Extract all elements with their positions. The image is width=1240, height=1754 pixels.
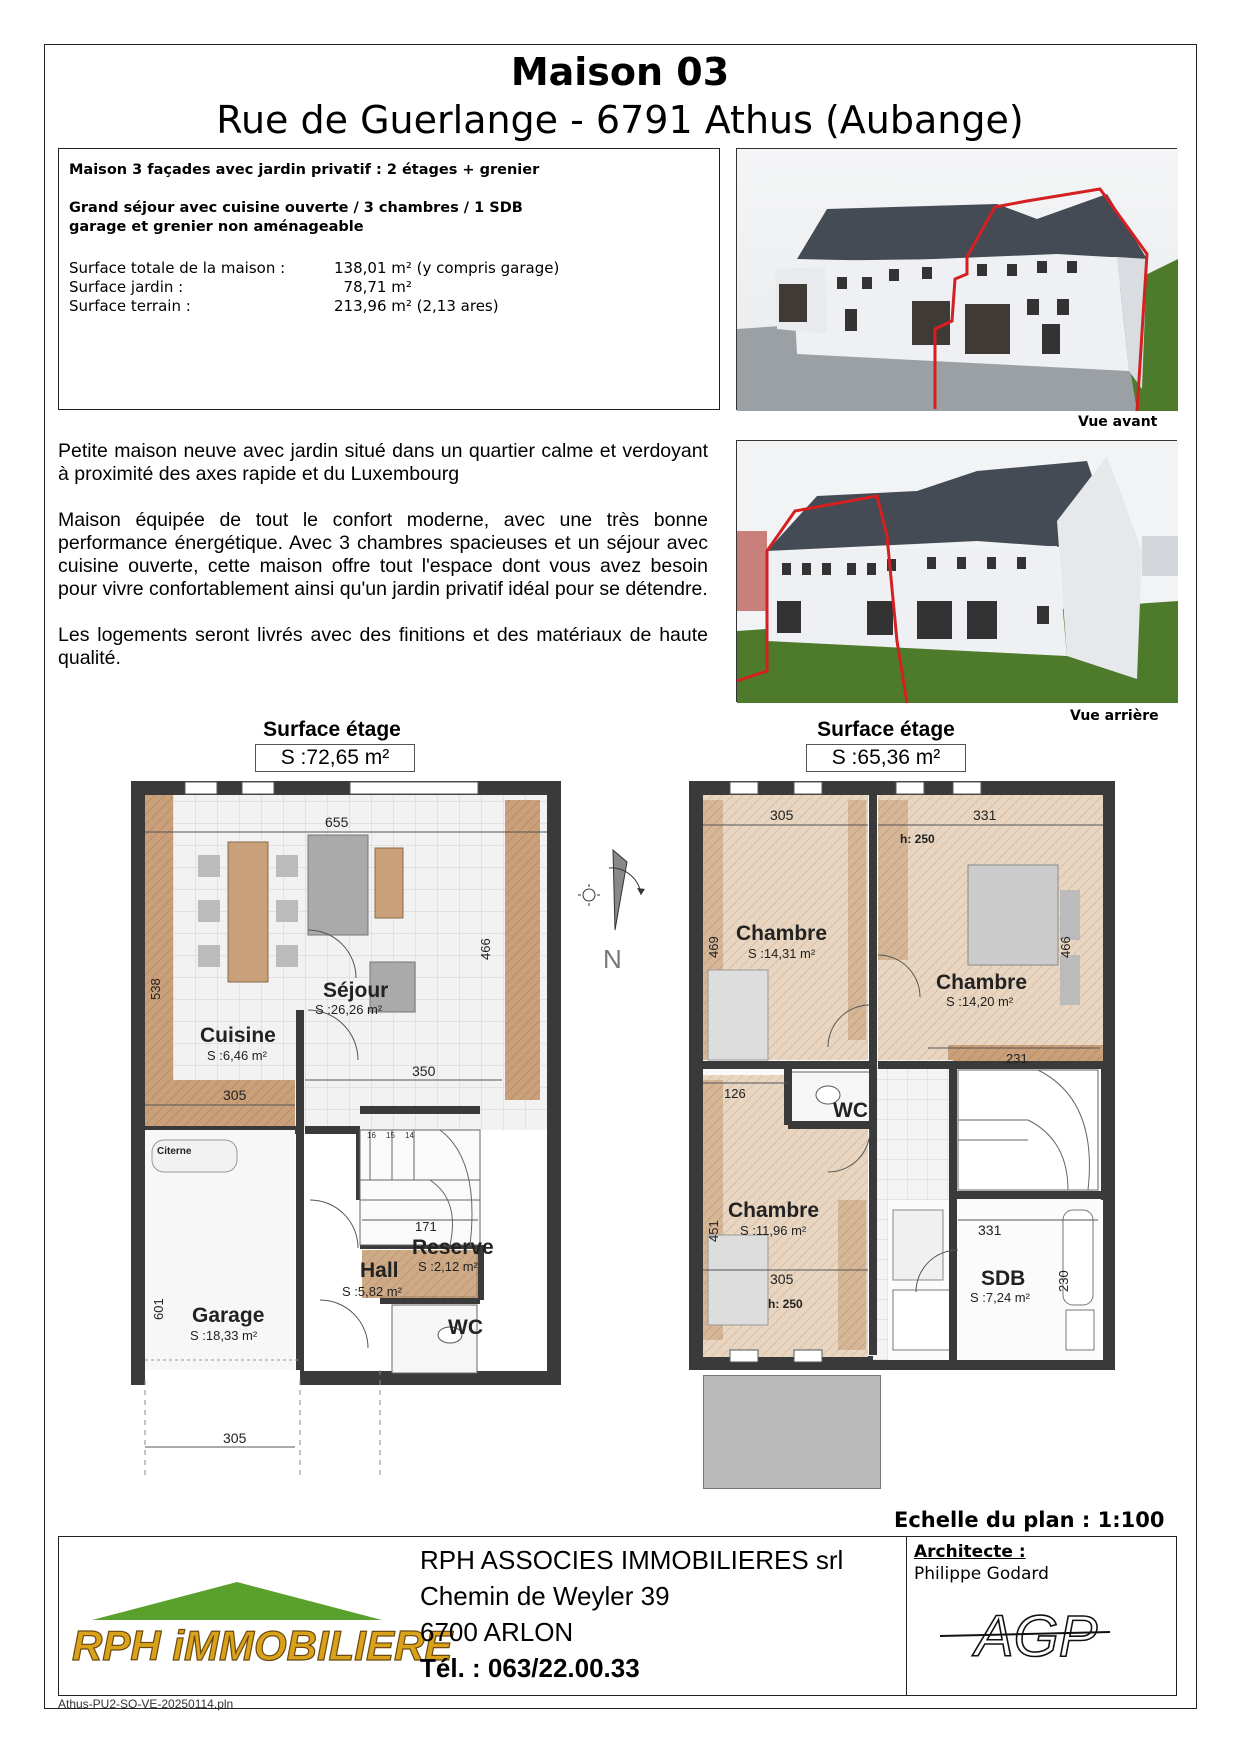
company-street: Chemin de Weyler 39 bbox=[420, 1581, 670, 1611]
sun-icon bbox=[578, 884, 600, 906]
company-phone: Tél. : 063/22.00.33 bbox=[420, 1653, 640, 1683]
company-name: RPH ASSOCIES IMMOBILIERES srl bbox=[420, 1545, 844, 1575]
architect-label: Architecte : bbox=[914, 1542, 1026, 1562]
stair-step-label: 14 bbox=[405, 1131, 414, 1140]
room-area-chambre-3: S :11,96 m² bbox=[740, 1223, 807, 1238]
terrace bbox=[703, 1375, 881, 1489]
address: Rue de Guerlange - 6791 Athus (Aubange) bbox=[216, 98, 1024, 142]
room-area-sejour: S :26,26 m² bbox=[315, 1002, 383, 1017]
dim-label: 231 bbox=[1006, 1051, 1028, 1066]
front-view-caption: Vue avant bbox=[1078, 414, 1158, 430]
dim-label: 171 bbox=[415, 1219, 437, 1234]
dim-label: 331 bbox=[978, 1222, 1002, 1238]
info-row: Surface jardin : 78,71 m² bbox=[69, 278, 412, 296]
rear-view-caption: Vue arrière bbox=[1070, 708, 1159, 724]
room-area-cuisine: S :6,46 m² bbox=[207, 1048, 267, 1063]
upper-surface-value: S :65,36 m² bbox=[806, 744, 966, 772]
plan-scale: Echelle du plan : 1:100 bbox=[894, 1508, 1165, 1532]
info-row: Surface terrain : 213,96 m² (2,13 ares) bbox=[69, 297, 499, 315]
dim-label: 305 bbox=[223, 1430, 247, 1446]
room-label-sdb: SDB bbox=[981, 1267, 1026, 1290]
info-line-2: Grand séjour avec cuisine ouverte / 3 chambres / 1 SDB bbox=[69, 200, 523, 216]
ground-surface-title: Surface étage bbox=[263, 718, 401, 741]
dim-label: 466 bbox=[1058, 936, 1073, 958]
info-line-3: garage et grenier non aménageable bbox=[69, 219, 364, 235]
dim-label: 126 bbox=[724, 1086, 746, 1101]
ground-floor-plan bbox=[130, 780, 570, 1490]
description bbox=[58, 440, 708, 693]
room-label-chambre-3: Chambre bbox=[728, 1199, 820, 1222]
architect-signature bbox=[935, 1594, 1115, 1674]
compass-north-label: N bbox=[603, 944, 622, 974]
room-label-cuisine: Cuisine bbox=[200, 1024, 276, 1047]
room-area-hall: S :5,82 m² bbox=[342, 1284, 402, 1299]
svg-text:AGP: AGP bbox=[975, 1604, 1098, 1669]
description-p2: Maison équipée de tout le confort moderne, avec une très bonne performance énergétique. Avec 3 chambres spacieuses et un séjour avec cuisine ouverte, cette maison offre tout l'espace dont vous avez besoin pour vivre confortablement ainsi qu'un jardin privatif idéal pour se détendre. bbox=[58, 509, 708, 600]
page-title: Maison 03 bbox=[510, 50, 730, 94]
svg-text:RPH iMMOBILIERE: RPH iMMOBILIERE bbox=[72, 1622, 453, 1669]
info-box bbox=[58, 148, 720, 410]
rear-view-photo bbox=[736, 440, 1177, 702]
room-area-chambre-2: S :14,20 m² bbox=[946, 994, 1014, 1009]
room-label-hall: Hall bbox=[360, 1259, 399, 1282]
room-area-reserve: S :2,12 m² bbox=[418, 1259, 478, 1274]
compass bbox=[575, 840, 655, 980]
company-logo bbox=[62, 1578, 453, 1673]
dim-label: 469 bbox=[706, 936, 721, 958]
room-height-chambre-3: h: 250 bbox=[768, 1297, 803, 1311]
room-label-reserve: Reserve bbox=[412, 1236, 494, 1259]
room-height-chambre-2: h: 250 bbox=[900, 832, 935, 846]
dim-label: 451 bbox=[706, 1220, 721, 1242]
info-row: Surface totale de la maison : 138,01 m² (y compris garage) bbox=[69, 259, 560, 277]
company-info bbox=[420, 1542, 843, 1686]
description-p3: Les logements seront livrés avec des finitions et des matériaux de haute qualité. bbox=[58, 624, 708, 669]
description-p1: Petite maison neuve avec jardin situé dans un quartier calme et verdoyant à proximité des axes rapide et du Luxembourg bbox=[58, 440, 708, 485]
dim-label: 350 bbox=[412, 1063, 436, 1079]
room-area-garage: S :18,33 m² bbox=[190, 1328, 258, 1343]
room-label-chambre-2: Chambre bbox=[936, 971, 1028, 994]
stair-step-label: 15 bbox=[386, 1131, 395, 1140]
dim-label: 230 bbox=[1056, 1270, 1071, 1292]
stair-step-label: 16 bbox=[367, 1131, 376, 1140]
room-label-citerne: Citerne bbox=[157, 1146, 192, 1157]
info-line-1: Maison 3 façades avec jardin privatif : 2 étages + grenier bbox=[69, 162, 540, 178]
dim-label: 305 bbox=[770, 1271, 794, 1287]
room-area-chambre-1: S :14,31 m² bbox=[748, 946, 816, 961]
room-label-sejour: Séjour bbox=[323, 979, 389, 1002]
dim-label: 601 bbox=[151, 1298, 166, 1320]
room-label-garage: Garage bbox=[192, 1304, 265, 1327]
ground-surface-value: S :72,65 m² bbox=[255, 744, 415, 772]
dim-label: 466 bbox=[478, 938, 493, 960]
architect-name: Philippe Godard bbox=[914, 1564, 1049, 1584]
room-label-wc-upper: WC bbox=[833, 1099, 868, 1122]
front-view-photo bbox=[736, 148, 1177, 410]
dim-label: 331 bbox=[973, 807, 997, 823]
upper-surface-title: Surface étage bbox=[817, 718, 955, 741]
dim-label: 538 bbox=[148, 978, 163, 1000]
company-city: 6700 ARLON bbox=[420, 1617, 574, 1647]
dim-label: 305 bbox=[770, 807, 794, 823]
dim-label: 655 bbox=[325, 814, 349, 830]
file-name: Athus-PU2-SO-VE-20250114.pln bbox=[58, 1697, 234, 1711]
room-label-wc: WC bbox=[448, 1316, 483, 1339]
dim-label: 305 bbox=[223, 1087, 247, 1103]
upper-floor-plan bbox=[688, 780, 1124, 1370]
room-area-sdb: S :7,24 m² bbox=[970, 1290, 1030, 1305]
room-label-chambre-1: Chambre bbox=[736, 922, 828, 945]
